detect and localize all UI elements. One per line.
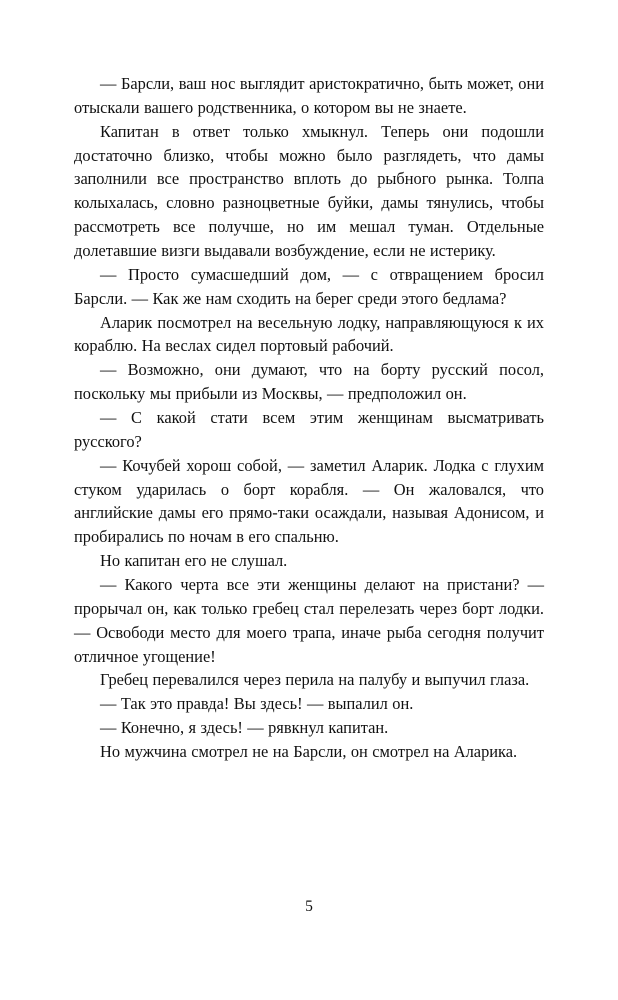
- paragraph: — Так это правда! Вы здесь! — выпалил он.: [100, 694, 414, 714]
- paragraph: Но капитан его не слушал.: [100, 551, 288, 571]
- paragraph: Гребец перевалился через перила на палубу и выпучил глаза.: [100, 670, 530, 690]
- paragraph: Капитан в ответ только хмыкнул. Теперь они подошли достаточно близко, чтобы можно было разглядеть, что дамы заполнили все пространство вплоть до рыбного рынка. Толпа колыхалась, словно разноцветные буйки, дамы тянулись, чтобы рассмотреть все получше, но им мешал туман. Отдельные долетавшие визги выдавали возбуждение, если не истерику.: [74, 121, 544, 261]
- paragraph: — Просто сумасшедший дом, — с отвращением бросил Барсли. — Как же нам сходить на берег среди этого бедлама?: [74, 264, 544, 308]
- paragraph: — Возможно, они думают, что на борту русский посол, поскольку мы прибыли из Москвы, — предположил он.: [74, 360, 544, 404]
- paragraph: — Кочубей хорош собой, — заметил Аларик. Лодка с глухим стуком ударилась о борт корабля. — Он жаловался, что английские дамы его прямо-таки осаждали, называя Адонисом, и пробирались по ночам в его спальню.: [74, 455, 544, 547]
- page-number: 5: [305, 898, 313, 915]
- paragraph: — Какого черта все эти женщины делают на пристани? — прорычал он, как только гребец стал перелезать через борт лодки. — Освободи место для моего трапа, иначе рыба сегодня получит отличное угощение!: [74, 575, 544, 666]
- paragraph: — Конечно, я здесь! — рявкнул капитан.: [100, 718, 389, 738]
- paragraph: Аларик посмотрел на весельную лодку, направляющуюся к их кораблю. На веслах сидел портовый рабочий.: [74, 312, 544, 356]
- paragraph: — Барсли, ваш нос выглядит аристократично, быть может, они отыскали вашего родственника, о котором вы не знаете.: [74, 74, 544, 117]
- paragraph: Но мужчина смотрел не на Барсли, он смотрел на Аларика.: [100, 742, 518, 762]
- body-text: [74, 72, 544, 764]
- paragraph: — С какой стати всем этим женщинам высматривать русского?: [74, 408, 544, 451]
